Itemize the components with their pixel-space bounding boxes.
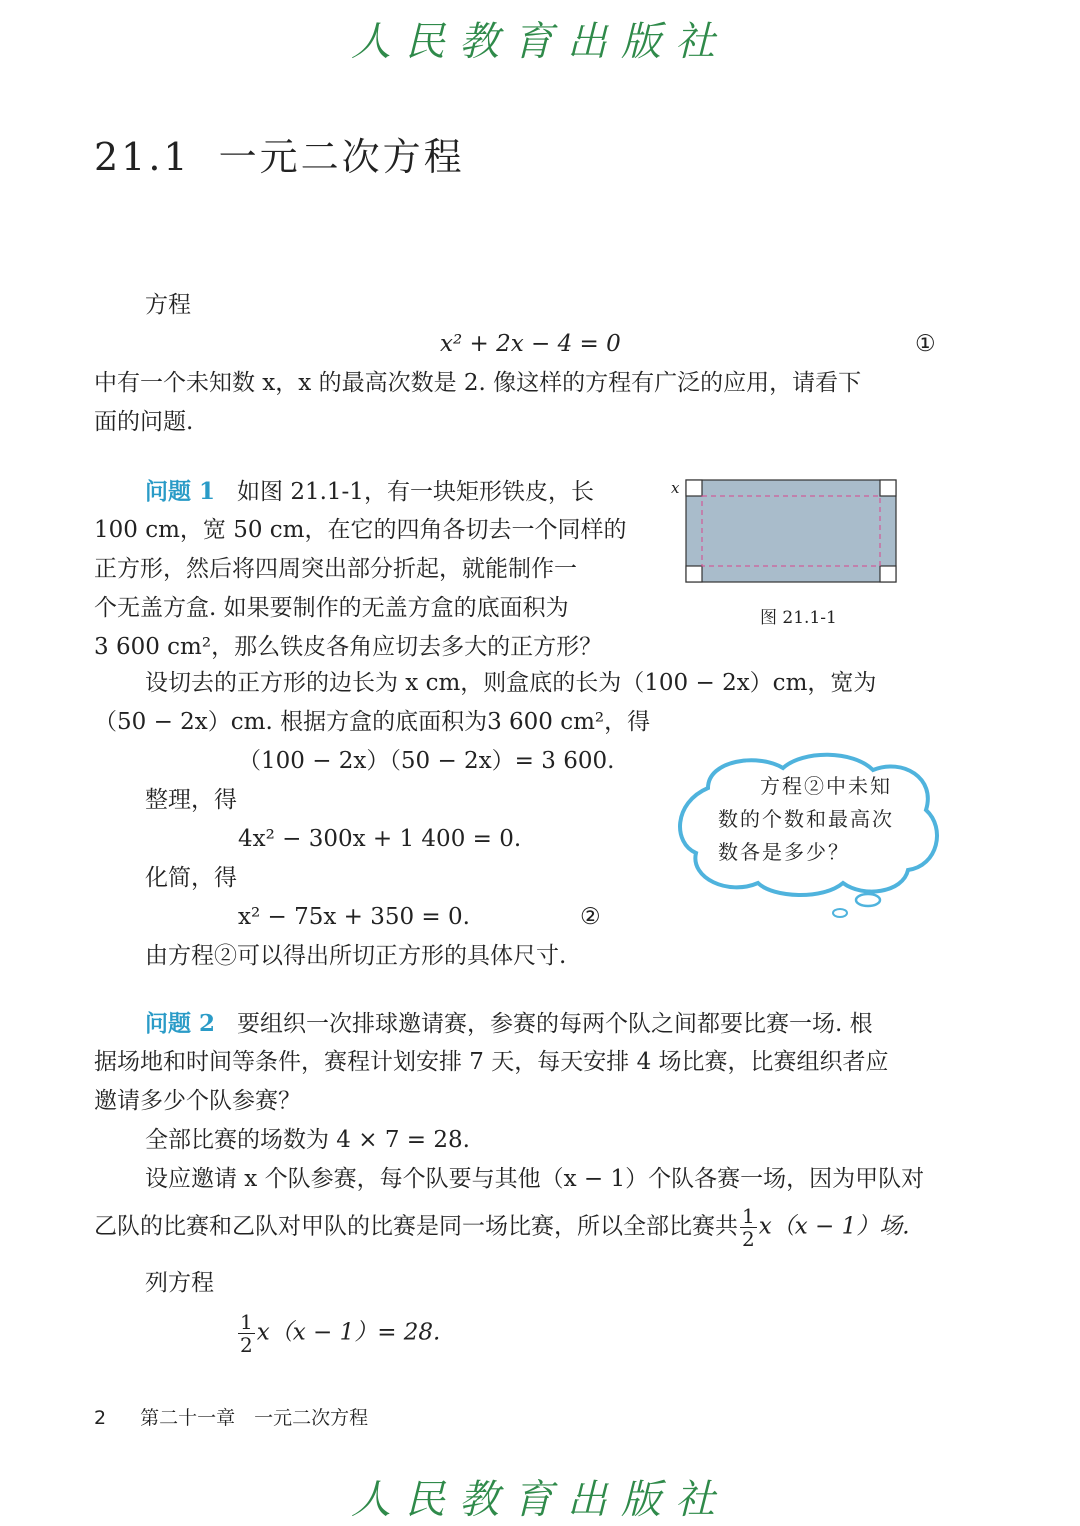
solution-1-line-1: 设切去的正方形的边长为 x cm，则盒底的长为（100 − 2x）cm，宽为 [145,670,877,696]
intro-line-1: 中有一个未知数 x，x 的最高次数是 2. 像这样的方程有广泛的应用，请看下 [94,370,862,396]
fraction-half-eq [238,1311,255,1356]
problem-1-line-5: 3 600 cm²，那么铁皮各角应切去多大的正方形？ [94,634,603,660]
chapter-label: 第二十一章 一元二次方程 [140,1407,369,1429]
problem-1-line-1 [145,472,594,512]
problem-1-line-3: 正方形，然后将四周突出部分折起，就能制作一 [94,556,577,582]
solution-2-line-1: 全部比赛的场数为 4 × 7 = 28. [145,1127,470,1153]
problem-2-line-2: 据场地和时间等条件，赛程计划安排 7 天，每天安排 4 场比赛，比赛组织者应 [94,1049,889,1075]
solution-1-line-2: （50 − 2x）cm. 根据方盒的底面积为3 600 cm²，得 [94,709,651,735]
figure-x-label: x [671,479,680,497]
problem-1-text: 如图 21.1-1，有一块矩形铁皮，长 [237,479,594,505]
equation-c-tag: ② [580,904,601,930]
solution-2-line-2: 设应邀请 x 个队参赛，每个队要与其他（x − 1）个队各赛一场，因为甲队对 [145,1166,925,1192]
equation-1: x² + 2x − 4 = 0 [440,331,621,357]
problem-2-line-1 [145,1004,873,1044]
page-footer [94,1403,368,1430]
corner-square-bl [686,566,702,582]
problem-2-label: 问题 2 [145,1010,216,1037]
solution-2-line-3 [94,1205,910,1250]
equation-c: x² − 75x + 350 = 0. [238,904,470,930]
metal-sheet [686,480,896,582]
problem-1-line-2: 100 cm，宽 50 cm，在它的四角各切去一个同样的 [94,517,627,543]
cloud-line-3: 数各是多少？ [718,840,850,864]
solution-2-line-3-expr: x（x − 1）场. [758,1213,910,1240]
equation-a: （100 − 2x）（50 − 2x）= 3 600. [238,748,615,774]
corner-square-tl [686,480,702,496]
cloud-line-1: 方程②中未知 [760,774,892,798]
corner-square-tr [880,480,896,496]
fraction-denominator: 2 [240,1333,253,1357]
fraction-half [740,1205,757,1250]
equation-b: 4x² − 300x + 1 400 = 0. [238,826,522,852]
fraction-denominator: 2 [742,1227,755,1251]
publisher-watermark-top: 人民教育出版社 [351,19,729,65]
corner-square-br [880,566,896,582]
figure-sheet-diagram [668,472,908,592]
publisher-watermark-bottom: 人民教育出版社 [351,1477,729,1523]
solution-1-conclusion: 由方程②可以得出所切正方形的具体尺寸. [145,943,567,969]
page-number: 2 [94,1407,107,1429]
step-simplify: 化简，得 [145,865,237,891]
final-equation [236,1311,440,1356]
cloud-bubble-2 [833,909,847,917]
solution-2-line-3-text: 乙队的比赛和乙队对甲队的比赛是同一场比赛，所以全部比赛共 [94,1213,738,1240]
step-organize: 整理，得 [145,787,237,813]
section-number: 21.1 [94,135,191,179]
final-equation-expr: x（x − 1）= 28. [256,1319,441,1346]
step-equation: 列方程 [145,1270,214,1296]
cloud-bubble-1 [856,894,880,906]
intro-word: 方程 [145,292,191,318]
problem-1-line-4: 个无盖方盒. 如果要制作的无盖方盒的底面积为 [94,595,569,621]
intro-line-2: 面的问题. [94,409,194,435]
figure-caption: 图 21.1-1 [760,608,837,628]
section-title-text: 一元二次方程 [218,135,465,179]
problem-1-label: 问题 1 [145,478,216,505]
fraction-numerator: 1 [742,1204,755,1228]
cloud-line-2: 数的个数和最高次 [718,807,894,831]
equation-1-tag: ① [915,331,936,357]
problem-2-line-3: 邀请多少个队参赛？ [94,1088,301,1114]
section-title [94,126,465,181]
fraction-numerator: 1 [240,1310,253,1334]
problem-2-text: 要组织一次排球邀请赛，参赛的每两个队之间都要比赛一场. 根 [237,1011,873,1037]
